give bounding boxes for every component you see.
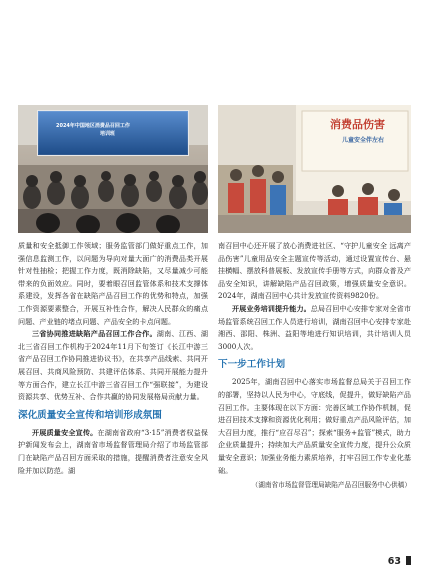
right-column	[218, 240, 411, 491]
left-paragraph-2	[18, 328, 208, 404]
left-paragraph-2-lead: 三省协同推进缺陷产品召回工作合作。	[32, 329, 157, 339]
left-column	[18, 240, 208, 477]
right-paragraph-1: 南召回中心还开展了放心消费进社区、“守护儿童安全 远离产品伤害”儿童用品安全主题宣传等活动，通过设置宣传台、悬挂横幅、摆放科普展板、发放宣传手册等方式，向群众普及产品安全知识，讲解缺陷产品召回政策，增强质量安全意识。2024年，湖南召回中心共计发放宣传资料9820份。	[218, 241, 411, 301]
right-paragraph-2-lead: 开展业务培训提升能力。	[232, 303, 311, 313]
banner-subtitle: 儿童安全伴左右	[342, 137, 385, 144]
page-number: 63	[387, 556, 401, 567]
section-heading-next-plan: 下一步工作计划	[218, 359, 286, 371]
right-paragraph-2	[218, 303, 411, 353]
left-paragraph-1: 质量和安全抵御工作领域；服务监管部门做好重点工作，加强信息监测工作，以问题为导向对量大面广的消费品类开展针对性抽检；把握工作力度，既消除缺陷，又尽量减少可能带来的负面效应。同时，要着眼召回监管体系和技术支撑体系建设，发挥各省在缺陷产品召回工作的优势和特点，加强工作资源要素整合，开展互补性合作，解决人民群众的痛点问题、产业链的堵点问题、产品安全的卡点问题。	[18, 241, 208, 326]
right-paragraph-3: 2025年，湖南召回中心落实市场监督总局关于召回工作的部署，坚持以人民为中心，守底线，促提升，做好缺陷产品召回工作。主要体现在以下方面：完善区域工作协作机制，促进召回技术支撑和资源优化利用；做好重点产品风险评估，加大召回力度，推行“应召尽召”；探索“服务+监管”模式，助力企业质量提升；持续加大产品质量安全宣传力度，提升公众质量安全意识；加强业务能力素质培养，打牢召回工作专业化基础。	[218, 377, 411, 475]
source-credit: （湖南省市场监督管理局缺陷产品召回服务中心供稿）	[251, 481, 411, 490]
left-paragraph-3-lead: 开展质量安全宣传。	[32, 427, 98, 437]
right-paragraph-2-body: 总局召回中心安排专家对全省市场监管系统召回工作人员进行培训，湖南召回中心安排专家赴湘西、邵阳、株洲、益阳等地进行知识培训，共计培训人员3000人次。	[218, 303, 411, 351]
banner-subtitle: 培训班	[100, 131, 116, 137]
banner-title: 2024年中国地区消费品召回工作	[56, 123, 130, 129]
section-heading-publicity: 深化质量安全宣传和培训形成氛围	[18, 409, 162, 421]
left-paragraph-2-body: 湖南、江西、湖北三省召回工作机构于2024年11月下旬签订《长江中游三省产品召回工作协同推进协议书》，在共享产品线索、共同开展召回、共商风险预防、共建评估体系、共同开展能力提升等方面合作，建立长江中游三省召回工作“强联接”，为建设资源共享、优势互补、合作共赢的协同发展格局贡献力量。	[18, 329, 208, 402]
campaign-photo	[218, 105, 411, 233]
banner-title: 消费品伤害	[330, 118, 385, 131]
left-paragraph-3	[18, 427, 208, 477]
left-paragraph-3-body: 在湖南省政府“3·15”消费者权益保护新闻发布会上，湖南省市场监督管理局介绍了市场监管部门在缺陷产品召回方面采取的措施，提醒消费者注意安全风险并加以防范。湖	[18, 427, 208, 475]
page-marker	[406, 556, 411, 565]
training-photo	[18, 105, 208, 233]
